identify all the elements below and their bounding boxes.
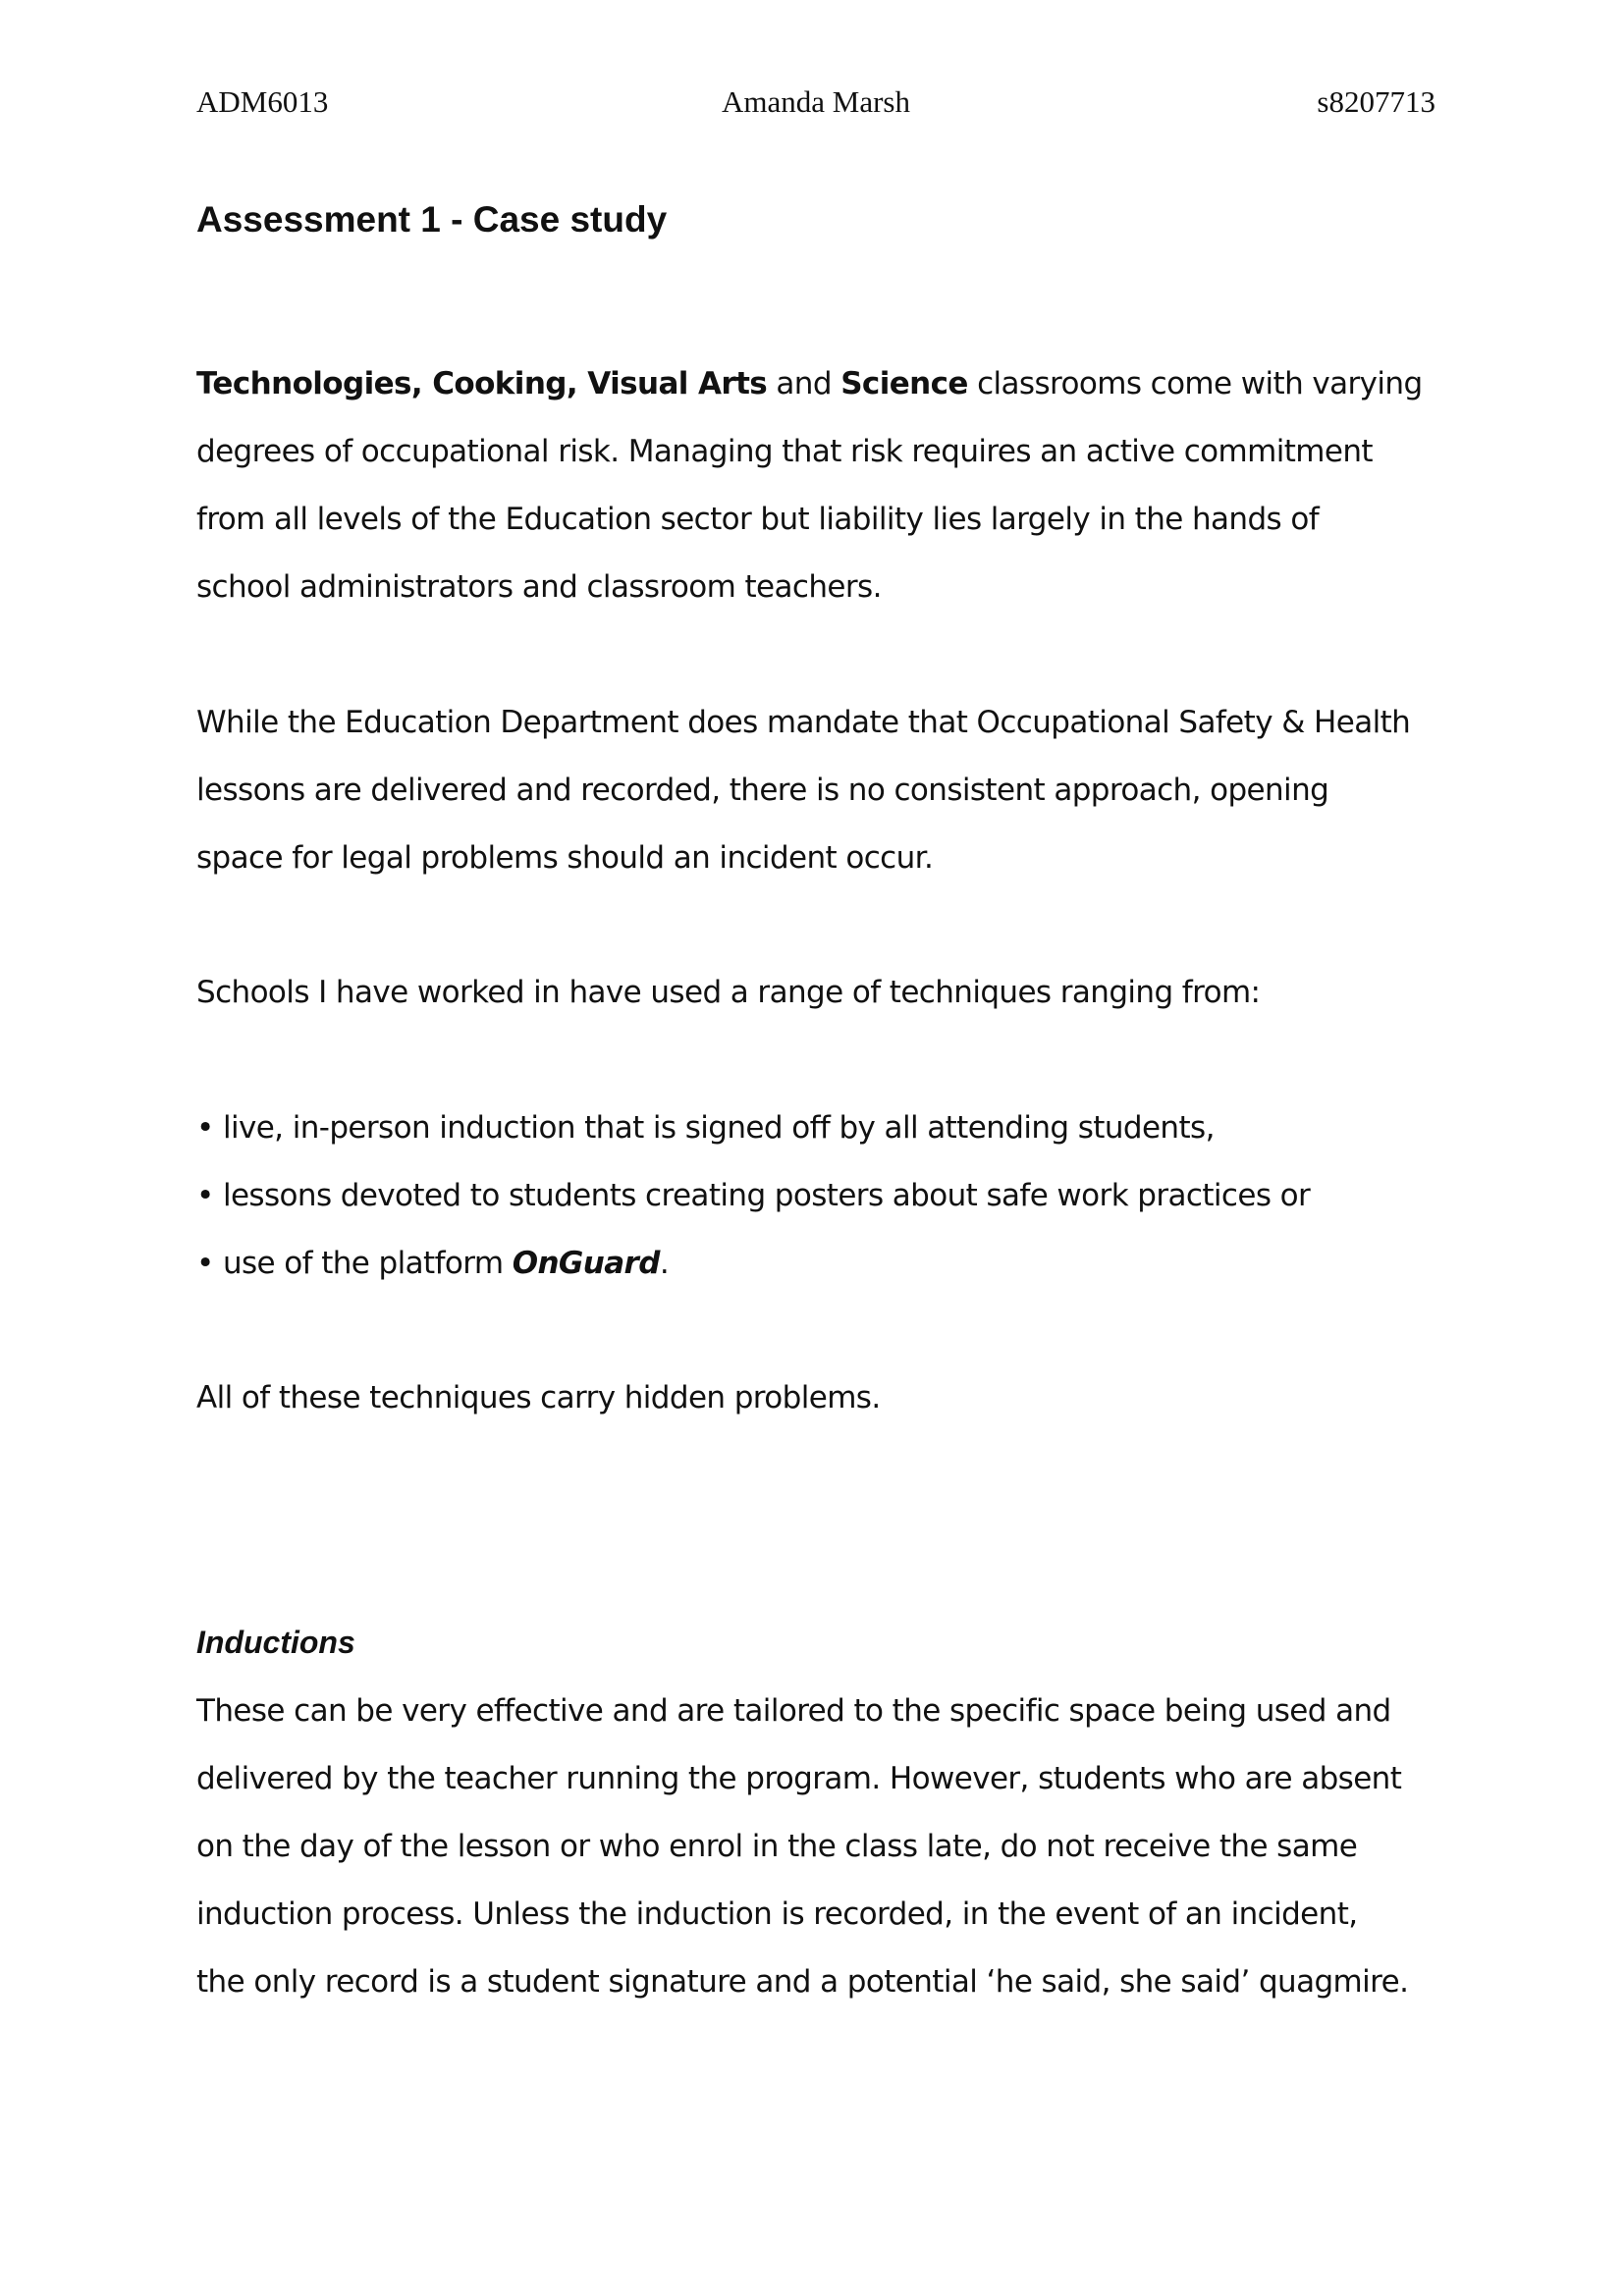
techniques-list xyxy=(196,1095,1473,1298)
paragraph-text: These can be very effective and are tailored to the specific space being used and xyxy=(196,1693,1391,1729)
conjunction-text: and xyxy=(767,366,841,401)
bold-science: Science xyxy=(840,366,968,401)
list-item xyxy=(196,1230,1473,1298)
paragraph-text: school administrators and classroom teachers. xyxy=(196,569,882,605)
student-id: s8207713 xyxy=(1317,84,1435,119)
author-name: Amanda Marsh xyxy=(722,84,910,119)
platform-name: OnGuard xyxy=(512,1246,660,1281)
paragraph-text: delivered by the teacher running the program. However, students who are absent xyxy=(196,1761,1402,1796)
bold-subjects: Technologies, Cooking, Visual Arts xyxy=(196,366,768,401)
document-title: Assessment 1 - Case study xyxy=(196,199,668,240)
list-item: • lessons devoted to students creating posters about safe work practices or xyxy=(196,1178,1311,1213)
paragraph-text: classrooms come with varying xyxy=(967,366,1423,401)
paragraph-intro xyxy=(196,350,1473,621)
list-item-text: • use of the platform xyxy=(196,1246,513,1281)
paragraph-techniques: Schools I have worked in have used a range of techniques ranging from: xyxy=(196,975,1261,1010)
page-header xyxy=(196,84,1435,124)
section-heading-inductions: Inductions xyxy=(196,1625,355,1660)
paragraph-text: space for legal problems should an incident occur. xyxy=(196,840,934,876)
paragraph-text: While the Education Department does mandate that Occupational Safety & Health xyxy=(196,705,1411,740)
paragraph-text: on the day of the lesson or who enrol in the class late, do not receive the same xyxy=(196,1829,1358,1864)
paragraph-text: from all levels of the Education sector but liability lies largely in the hands of xyxy=(196,502,1320,537)
paragraph-text: induction process. Unless the induction is recorded, in the event of an incident, xyxy=(196,1896,1358,1932)
paragraph-inductions xyxy=(196,1678,1473,2016)
list-item-punctuation: . xyxy=(659,1246,670,1281)
paragraph-text: degrees of occupational risk. Managing that risk requires an active commitment xyxy=(196,434,1373,469)
course-code: ADM6013 xyxy=(196,84,329,119)
list-item: • live, in-person induction that is signed off by all attending students, xyxy=(196,1110,1215,1146)
paragraph-text: lessons are delivered and recorded, there is no consistent approach, opening xyxy=(196,773,1329,808)
paragraph-hidden-problems: All of these techniques carry hidden problems. xyxy=(196,1380,881,1415)
paragraph-department xyxy=(196,689,1473,892)
paragraph-text: the only record is a student signature and a potential ‘he said, she said’ quagmire. xyxy=(196,1964,1409,2000)
